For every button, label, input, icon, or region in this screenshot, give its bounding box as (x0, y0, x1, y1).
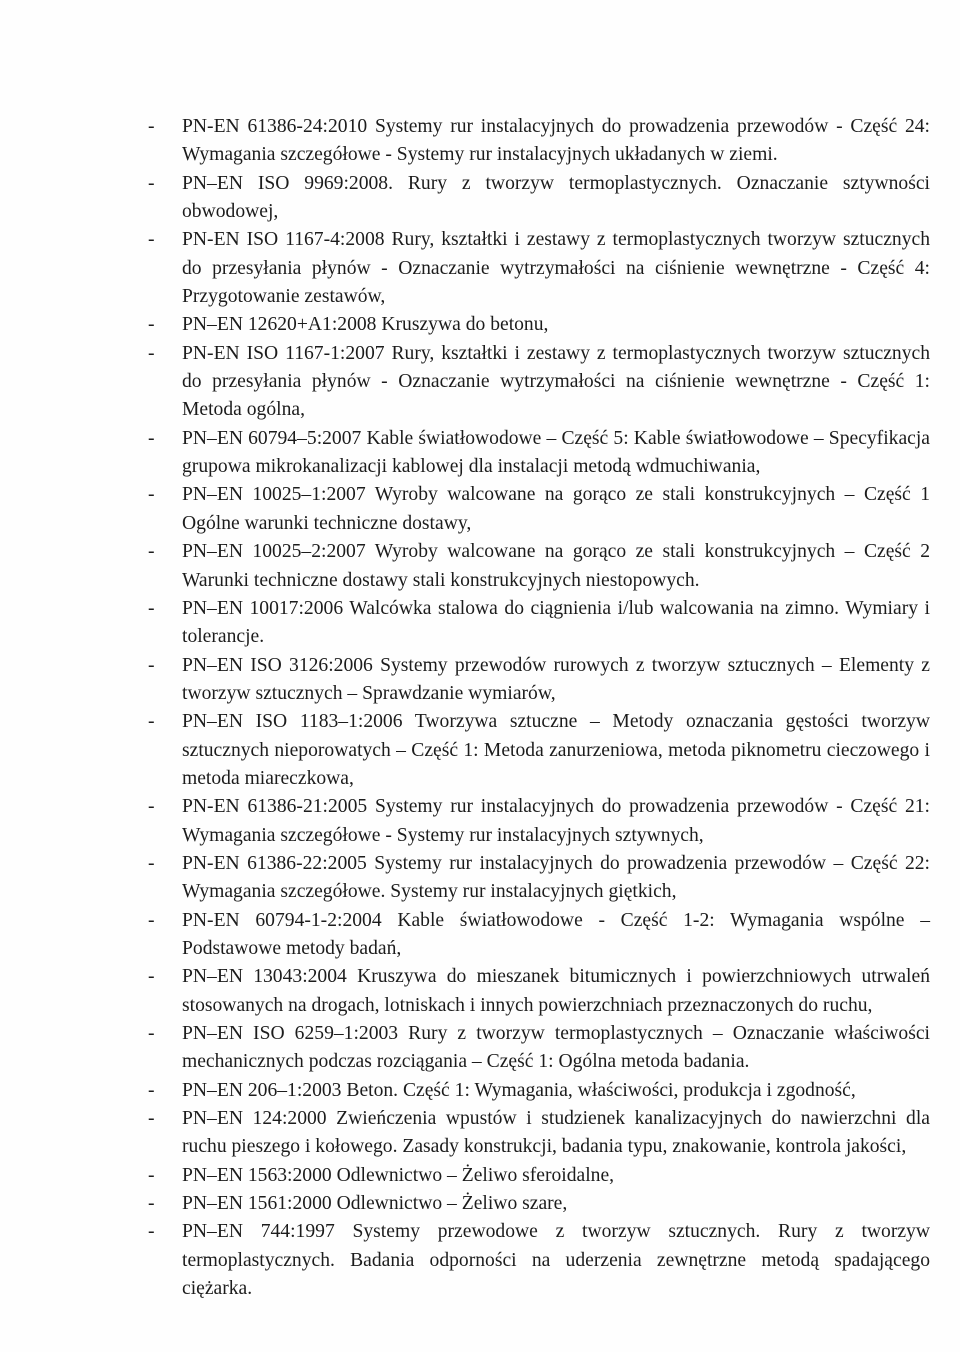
list-item (148, 652, 930, 709)
dash-bullet: - (148, 1079, 155, 1101)
standard-reference-text: PN-EN 61386-24:2010 Systemy rur instalacyjnych do prowadzenia przewodów - Część 24: Wymagania szczegółowe - Systemy rur instalacyjnych układanych w ziemi. (182, 116, 930, 166)
list-item (148, 1218, 930, 1303)
standard-reference-text: PN-EN 60794-1-2:2004 Kable światłowodowe - Część 1-2: Wymagania wspólne – Podstawowe metody badań, (182, 909, 930, 959)
dash-bullet: - (148, 484, 155, 506)
dash-bullet: - (148, 541, 155, 563)
standard-reference-text: PN–EN 10025–2:2007 Wyroby walcowane na gorąco ze stali konstrukcyjnych – Część 2 Warunki techniczne dostawy stali konstrukcyjnych niestopowych. (182, 541, 930, 591)
standard-reference-text: PN–EN 1561:2000 Odlewnictwo – Żeliwo szare, (182, 1193, 568, 1215)
standards-list (148, 113, 930, 1303)
standard-reference-text: PN–EN 10025–1:2007 Wyroby walcowane na gorąco ze stali konstrukcyjnych – Część 1 Ogólne warunki techniczne dostawy, (182, 484, 930, 534)
dash-bullet: - (148, 116, 155, 137)
list-item (148, 1077, 930, 1105)
list-item (148, 170, 930, 227)
list-item (148, 340, 930, 425)
standard-reference-text: PN-EN ISO 1167-4:2008 Rury, kształtki i zestawy z termoplastycznych tworzyw sztucznych do przesyłania płynów - Oznaczanie wytrzymałości na ciśnienie wewnętrzne - Część 4: Przygotowanie zestawów, (182, 229, 930, 308)
dash-bullet: - (148, 342, 155, 364)
standard-reference-text: PN–EN 60794–5:2007 Kable światłowodowe – Część 5: Kable światłowodowe – Specyfikacja grupowa mikrokanalizacji kablowej dla instalacji metodą wdmuchiwania, (182, 427, 930, 478)
list-item (148, 481, 930, 538)
standard-reference-text: PN-EN 61386-22:2005 Systemy rur instalacyjnych do prowadzenia przewodów – Część 22: Wymagania szczegółowe. Systemy rur instalacyjnych giętkich, (182, 852, 930, 903)
standard-reference-text: PN-EN 61386-21:2005 Systemy rur instalacyjnych do prowadzenia przewodów - Część 21: Wymagania szczegółowe - Systemy rur instalacyjnych sztywnych, (182, 796, 930, 846)
dash-bullet: - (148, 796, 155, 818)
dash-bullet: - (148, 229, 155, 251)
dash-bullet: - (148, 597, 155, 619)
standard-reference-text: PN–EN 13043:2004 Kruszywa do mieszanek bitumicznych i powierzchniowych utrwaleń stosowanych na drogach, lotniskach i innych powierzchniach przeznaczonych do ruchu, (182, 966, 930, 1016)
dash-bullet: - (148, 1108, 155, 1130)
list-item (148, 708, 930, 793)
dash-bullet: - (148, 852, 155, 874)
list-item (148, 226, 930, 311)
list-item (148, 425, 930, 482)
list-item (148, 595, 930, 652)
list-item (148, 907, 930, 964)
dash-bullet: - (148, 1193, 155, 1215)
standard-reference-text: PN–EN ISO 9969:2008. Rury z tworzyw termoplastycznych. Oznaczanie sztywności obwodowej, (182, 172, 930, 223)
dash-bullet: - (148, 172, 155, 194)
list-item (148, 538, 930, 595)
standard-reference-text: PN–EN 206–1:2003 Beton. Część 1: Wymagania, właściwości, produkcja i zgodność, (182, 1079, 856, 1101)
list-item (148, 850, 930, 907)
standard-reference-text: PN–EN ISO 6259–1:2003 Rury z tworzyw termoplastycznych – Oznaczanie właściwości mechanicznych podczas rozciągania – Część 1: Ogólna metoda badania. (182, 1023, 930, 1073)
dash-bullet: - (148, 314, 155, 336)
dash-bullet: - (148, 1023, 155, 1044)
standard-reference-text: PN–EN 1563:2000 Odlewnictwo – Żeliwo sferoidalne, (182, 1164, 615, 1186)
standard-reference-text: PN–EN 12620+A1:2008 Kruszywa do betonu, (182, 314, 549, 336)
list-item (148, 1105, 930, 1162)
dash-bullet: - (148, 711, 155, 733)
dash-bullet: - (148, 427, 155, 449)
list-item (148, 1162, 930, 1190)
dash-bullet: - (148, 966, 155, 988)
standard-reference-text: PN–EN ISO 3126:2006 Systemy przewodów rurowych z tworzyw sztucznych – Elementy z tworzyw sztucznych – Sprawdzanie wymiarów, (182, 654, 930, 704)
dash-bullet: - (148, 1164, 155, 1186)
standard-reference-text: PN–EN 124:2000 Zwieńczenia wpustów i studzienek kanalizacyjnych do nawierzchni dla ruchu pieszego i kołowego. Zasady konstrukcji, badania typu, znakowanie, kontrola jakości, (182, 1108, 930, 1158)
dash-bullet: - (148, 654, 155, 676)
standard-reference-text: PN–EN 10017:2006 Walcówka stalowa do ciągnienia i/lub walcowania na zimno. Wymiary i tolerancje. (182, 597, 930, 648)
list-item (148, 1020, 930, 1077)
list-item (148, 113, 930, 170)
standard-reference-text: PN–EN ISO 1183–1:2006 Tworzywa sztuczne – Metody oznaczania gęstości tworzyw sztucznych nieporowatych – Część 1: Metoda zanurzeniowa, metoda piknometru cieczowego i metoda miareczkowa, (182, 711, 930, 789)
list-item (148, 311, 930, 339)
dash-bullet: - (148, 1221, 155, 1243)
standard-reference-text: PN-EN ISO 1167-1:2007 Rury, kształtki i zestawy z termoplastycznych tworzyw sztucznych do przesyłania płynów - Oznaczanie wytrzymałości na ciśnienie wewnętrzne - Część 1: Metoda ogólna, (182, 342, 930, 421)
list-item (148, 963, 930, 1020)
standard-reference-text: PN–EN 744:1997 Systemy przewodowe z tworzyw sztucznych. Rury z tworzyw termoplastycznych. Badania odporności na uderzenia zewnętrzne metodą spadającego ciężarka. (182, 1221, 930, 1300)
dash-bullet: - (148, 909, 155, 931)
list-item (148, 793, 930, 850)
list-item (148, 1190, 930, 1218)
